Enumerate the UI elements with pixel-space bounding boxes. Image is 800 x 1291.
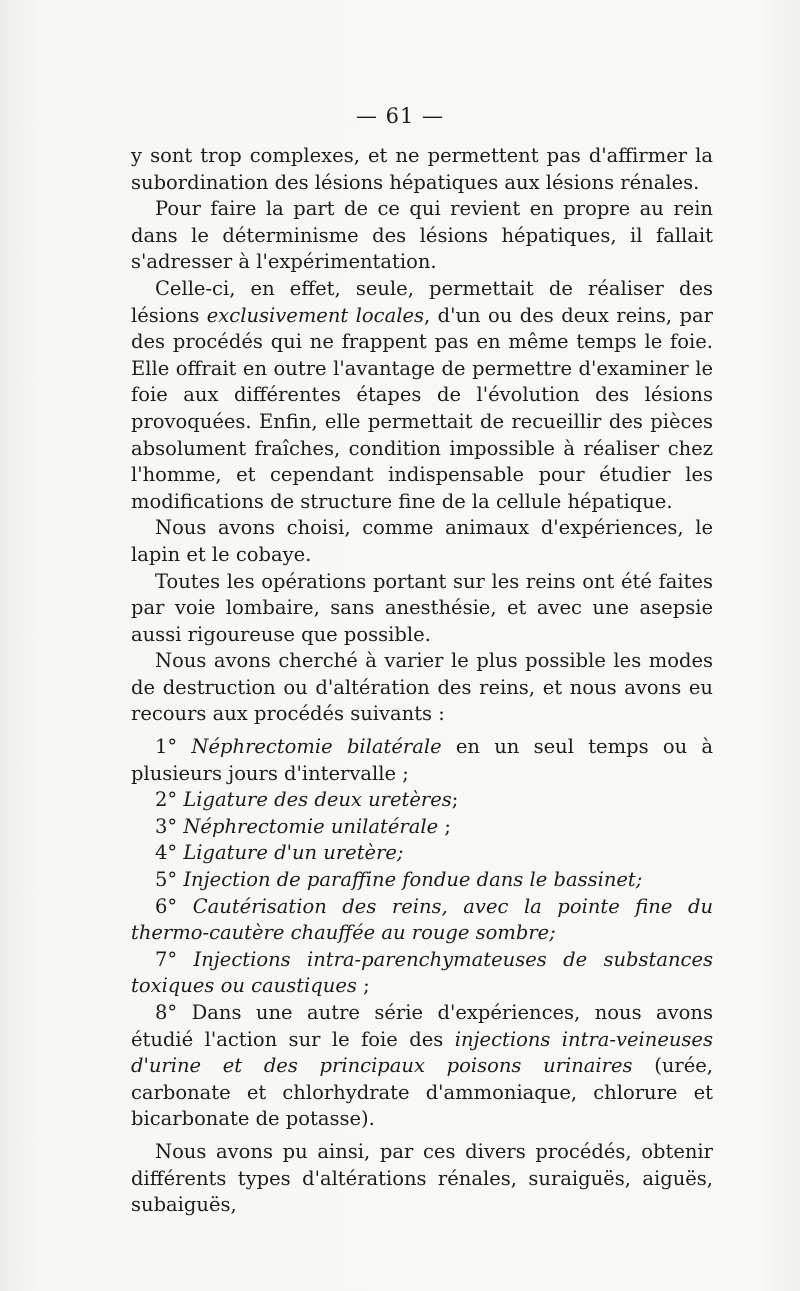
list-item bbox=[131, 840, 713, 867]
body-text bbox=[131, 143, 713, 1219]
paragraph-9: Nous avons pu ainsi, par ces divers procédés, obtenir différents types d'altérations rénales, suraiguës, aiguës, subaiguës, bbox=[131, 1139, 713, 1217]
list-italic: Néphrectomie bilatérale bbox=[191, 735, 442, 759]
paragraph-3-text: Celle-ci, en effet, seule, permettait de réaliser des lésions bbox=[131, 276, 713, 327]
list-item bbox=[131, 787, 713, 814]
list-text-end: (urée, carbonate et chlorhydrate d'ammoniaque, chlorure et bicarbonate de potasse). bbox=[131, 1054, 714, 1131]
list-number: 2° bbox=[155, 788, 184, 812]
list-number: 5° bbox=[155, 868, 184, 892]
list-item bbox=[131, 894, 713, 947]
list-number: 4° bbox=[155, 841, 184, 865]
list-item bbox=[131, 734, 713, 787]
paragraph-4: Nous avons choisi, comme animaux d'expériences, le lapin et le cobaye. bbox=[131, 516, 713, 566]
list-item bbox=[131, 867, 713, 894]
page-number: — 61 — bbox=[355, 104, 445, 128]
list-italic: Cautérisation des reins, avec la pointe fine du thermo-cautère chauffée au rouge sombre; bbox=[131, 894, 713, 945]
list-italic: injections intra-veineuses d'urine et des principaux poisons urinaires bbox=[131, 1027, 713, 1078]
list-number: 3° bbox=[155, 814, 184, 838]
procedure-list bbox=[131, 734, 713, 1133]
list-text: en un seul temps ou à plusieurs jours d'intervalle ; bbox=[131, 735, 714, 785]
paragraph-3-italic: exclusivement locales bbox=[206, 303, 424, 327]
paragraph-2: Pour faire la part de ce qui revient en propre au rein dans le déterminisme des lésions hépatiques, il fallait s'adresser à l'expérimentation. bbox=[131, 197, 713, 274]
paragraph-3-text-end: , d'un ou des deux reins, par des procédés qui ne frappent pas en même temps le foie. Elle offrait en outre l'avantage de permettre d'examiner le foie aux différentes étapes de l'évolution des lésions provoquées. Enfin, elle permettait de recueillir des pièces absolument fraîches, condition impossible à réaliser chez l'homme, et cependant indispensable pour étudier les modifications de structure fine de la cellule hépatique. bbox=[131, 303, 713, 513]
list-item bbox=[131, 814, 713, 841]
paragraph-1: y sont trop complexes, et ne permettent pas d'affirmer la subordination des lésions hépatiques aux lésions rénales. bbox=[131, 144, 713, 194]
list-italic: Ligature d'un uretère; bbox=[183, 841, 404, 865]
list-italic: Injection de paraffine fondue dans le bassinet; bbox=[183, 868, 643, 892]
list-number: 7° bbox=[155, 947, 194, 971]
list-item-8 bbox=[131, 1000, 713, 1133]
list-italic: Néphrectomie unilatérale bbox=[183, 814, 439, 838]
paragraph-3 bbox=[131, 276, 713, 515]
list-text: ; bbox=[451, 788, 459, 812]
paragraph-6: Nous avons cherché à varier le plus possible les modes de destruction ou d'altération des reins, et nous avons eu recours aux procédés suivants : bbox=[131, 649, 713, 726]
list-text: ; bbox=[438, 814, 451, 838]
list-number: 6° bbox=[155, 894, 193, 918]
paragraph-5: Toutes les opérations portant sur les reins ont été faites par voie lombaire, sans anesthésie, et avec une asepsie aussi rigoureuse que possible. bbox=[131, 569, 713, 646]
list-item bbox=[131, 947, 713, 1000]
list-italic: Ligature des deux uretères bbox=[183, 788, 452, 812]
list-text: ; bbox=[356, 974, 370, 998]
list-number: 1° bbox=[155, 735, 192, 759]
list-text: 8° Dans une autre série d'expériences, nous avons étudié l'action sur le foie des bbox=[131, 1001, 713, 1051]
list-italic: Injections intra-parenchymateuses de substances toxiques ou caustiques bbox=[131, 947, 714, 998]
